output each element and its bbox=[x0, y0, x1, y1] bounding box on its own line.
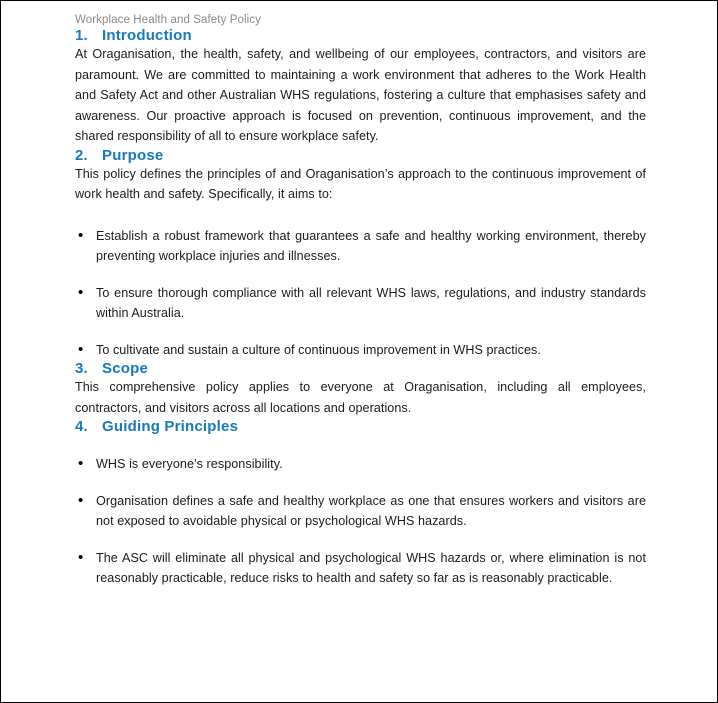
purpose-bullet-list bbox=[75, 226, 646, 361]
list-item-text: To cultivate and sustain a culture of continuous improvement in WHS practices. bbox=[96, 342, 541, 357]
bullet-dot-icon: • bbox=[78, 548, 84, 566]
section-title-4: Guiding Principles bbox=[102, 418, 239, 435]
list-item bbox=[75, 548, 646, 589]
section-title-2: Purpose bbox=[102, 146, 164, 164]
list-item bbox=[75, 226, 646, 267]
section-heading-scope bbox=[75, 360, 646, 377]
list-item-text: WHS is everyone’s responsibility. bbox=[96, 457, 283, 471]
bullet-dot-icon: • bbox=[78, 283, 84, 301]
list-item bbox=[75, 491, 646, 532]
bullet-dot-icon: • bbox=[78, 491, 84, 509]
section-title-1: Introduction bbox=[102, 27, 192, 44]
page-content-column bbox=[75, 1, 646, 589]
bullet-dot-icon: • bbox=[78, 455, 84, 472]
section-number-2: 2. bbox=[75, 146, 88, 164]
list-item bbox=[75, 340, 646, 361]
section-paragraph-scope: This comprehensive policy applies to everyone at Oraganisation, including all employees, contractors, and visitors across all locations and operations. bbox=[75, 380, 646, 415]
document-header-title: Workplace Health and Safety Policy bbox=[75, 14, 262, 26]
bullet-dot-icon: • bbox=[78, 226, 84, 244]
section-paragraph-purpose: This policy defines the principles of and Oraganisation’s approach to the continuous improvement of work health and safety. Specifically, it aims to: bbox=[75, 166, 646, 201]
section-number-3: 3. bbox=[75, 360, 88, 377]
list-item-text: To ensure thorough compliance with all relevant WHS laws, regulations, and industry standards within Australia. bbox=[96, 285, 646, 320]
section-number-4: 4. bbox=[75, 418, 88, 435]
list-item-text: The ASC will eliminate all physical and psychological WHS hazards or, where elimination is not reasonably practicable, reduce risks to health and safety so far as is reasonably practicable. bbox=[96, 550, 646, 585]
guiding-principles-bullet-list bbox=[75, 454, 646, 589]
section-heading-guiding-principles bbox=[75, 418, 646, 435]
section-paragraph-introduction: At Oraganisation, the health, safety, and wellbeing of our employees, contractors, and visitors are paramount. We are committed to maintaining a work environment that adheres to the Work Health and Safety Act and other Australian WHS regulations, fostering a culture that emphasises safety and awareness. Our proactive approach is focused on prevention, continuous improvement, and the shared responsibility of all to ensure workplace safety. bbox=[75, 47, 646, 143]
section-heading-introduction bbox=[75, 27, 646, 44]
bullet-dot-icon: • bbox=[78, 340, 84, 358]
section-number-1: 1. bbox=[75, 27, 88, 44]
section-heading-purpose bbox=[75, 147, 646, 164]
list-item bbox=[75, 454, 646, 475]
list-item-text: Establish a robust framework that guarantees a safe and healthy working environment, thereby preventing workplace injuries and illnesses. bbox=[96, 228, 646, 263]
list-item-text: Organisation defines a safe and healthy workplace as one that ensures workers and visitors are not exposed to avoidable physical or psychological WHS hazards. bbox=[96, 493, 646, 528]
list-item bbox=[75, 283, 646, 324]
section-title-3: Scope bbox=[102, 360, 149, 377]
